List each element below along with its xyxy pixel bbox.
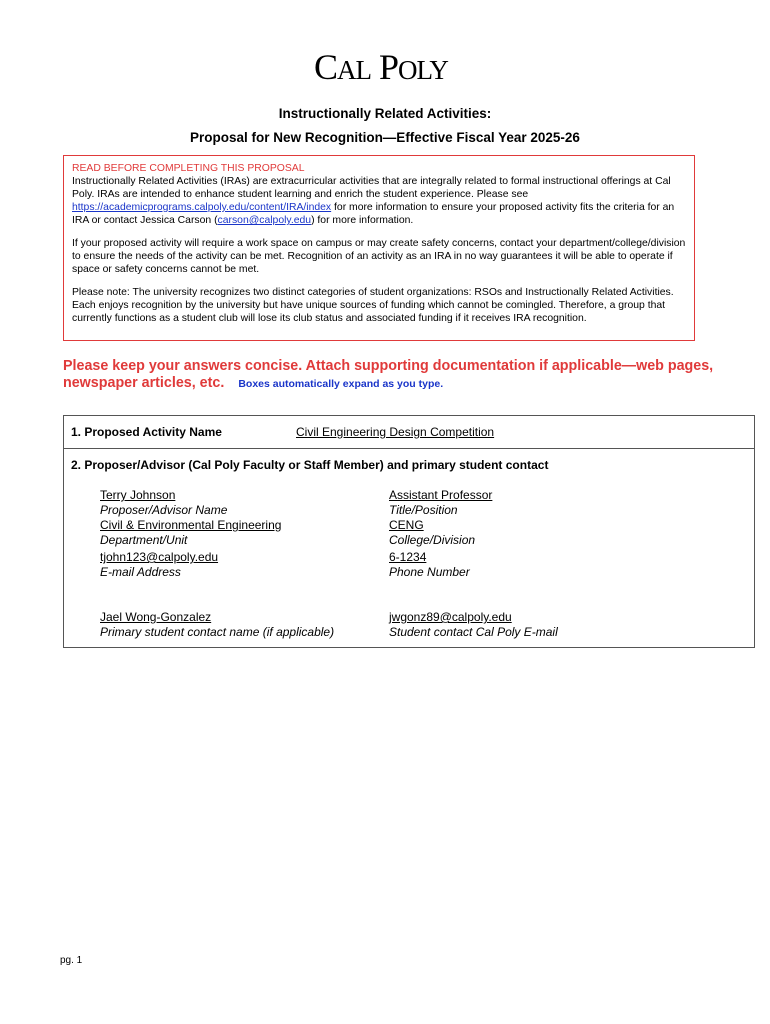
advisor-name-field[interactable]: Terry Johnson <box>100 488 176 502</box>
notice-paragraph-1 <box>72 175 686 227</box>
instructions-concise: Please keep your answers concise. Attach supporting documentation if applicable—web pages, newspaper articles, etc. <box>63 358 714 391</box>
student-name-caption: Primary student contact name (if applicable) <box>100 625 335 639</box>
title-field[interactable]: Assistant Professor <box>389 488 493 502</box>
advisor-name-caption: Proposer/Advisor Name <box>100 503 228 517</box>
student-name-field[interactable]: Jael Wong-Gonzalez <box>100 610 212 624</box>
college-field[interactable]: CENG <box>389 518 424 532</box>
section-2-box <box>63 449 755 648</box>
logo-al: AL <box>337 55 372 85</box>
title-caption: Title/Position <box>389 503 458 517</box>
logo-p: P <box>379 47 399 87</box>
cal-poly-logo <box>314 48 456 86</box>
phone-caption: Phone Number <box>389 565 470 579</box>
email-caption: E-mail Address <box>100 565 181 579</box>
notice-paragraph-2: If your proposed activity will require a work space on campus or may create safety concerns, contact your department/college/division to ensure the needs of the activity can be met. Recognition of an activity as an IRA in no way guarantees it will be able to operate if space or safety concerns cannot be met. <box>72 238 686 275</box>
page-number: pg. 1 <box>60 955 83 966</box>
instructions <box>63 358 743 393</box>
department-field[interactable]: Civil & Environmental Engineering <box>100 518 282 532</box>
logo-oly: OLY <box>398 55 448 85</box>
college-caption: College/Division <box>389 533 476 547</box>
notice-box <box>63 155 695 341</box>
section-2-label: 2. Proposer/Advisor (Cal Poly Faculty or Staff Member) and primary student contact <box>71 458 549 472</box>
notice-para1-end: ) for more information. <box>311 215 414 226</box>
document-title-line2: Proposal for New Recognition—Effective Fiscal Year 2025-26 <box>190 130 580 145</box>
instructions-expand: Boxes automatically expand as you type. <box>238 378 444 390</box>
section-1-label: 1. Proposed Activity Name <box>71 425 222 439</box>
email-field[interactable]: tjohn123@calpoly.edu <box>100 550 219 564</box>
carson-email-link[interactable]: carson@calpoly.edu <box>217 215 312 226</box>
document-title-line1: Instructionally Related Activities: <box>278 106 492 121</box>
section-1-box <box>63 415 755 449</box>
logo-c: C <box>314 47 338 87</box>
activity-name-field[interactable]: Civil Engineering Design Competition <box>296 425 495 439</box>
ira-info-link[interactable]: https://academicprograms.calpoly.edu/content/IRA/index <box>72 202 332 213</box>
phone-field[interactable]: 6-1234 <box>389 550 427 564</box>
department-caption: Department/Unit <box>100 533 188 547</box>
student-email-caption: Student contact Cal Poly E-mail <box>389 625 558 639</box>
notice-para1-text: Instructionally Related Activities (IRAs) are extracurricular activities that are integrally related to formal instructional offerings at Cal Poly. IRAs are intended to enhance student learning and enrich the student experience. Please see <box>72 176 671 200</box>
student-email-field[interactable]: jwgonz89@calpoly.edu <box>389 610 512 624</box>
notice-paragraph-3: Please note: The university recognizes two distinct categories of student organizations: RSOs and Instructionally Related Activities. Each enjoys recognition by the university but have unique sources of funding which cannot be comingled. Therefore, a group that currently functions as a student club will lose its club status and associated funding if it receives IRA recognition. <box>72 287 674 324</box>
notice-heading: READ BEFORE COMPLETING THIS PROPOSAL <box>72 163 305 174</box>
notice-para1-mid: for more information to ensure your proposed activity fits the criteria for an IRA or contact Jessica Carson ( <box>72 202 675 226</box>
